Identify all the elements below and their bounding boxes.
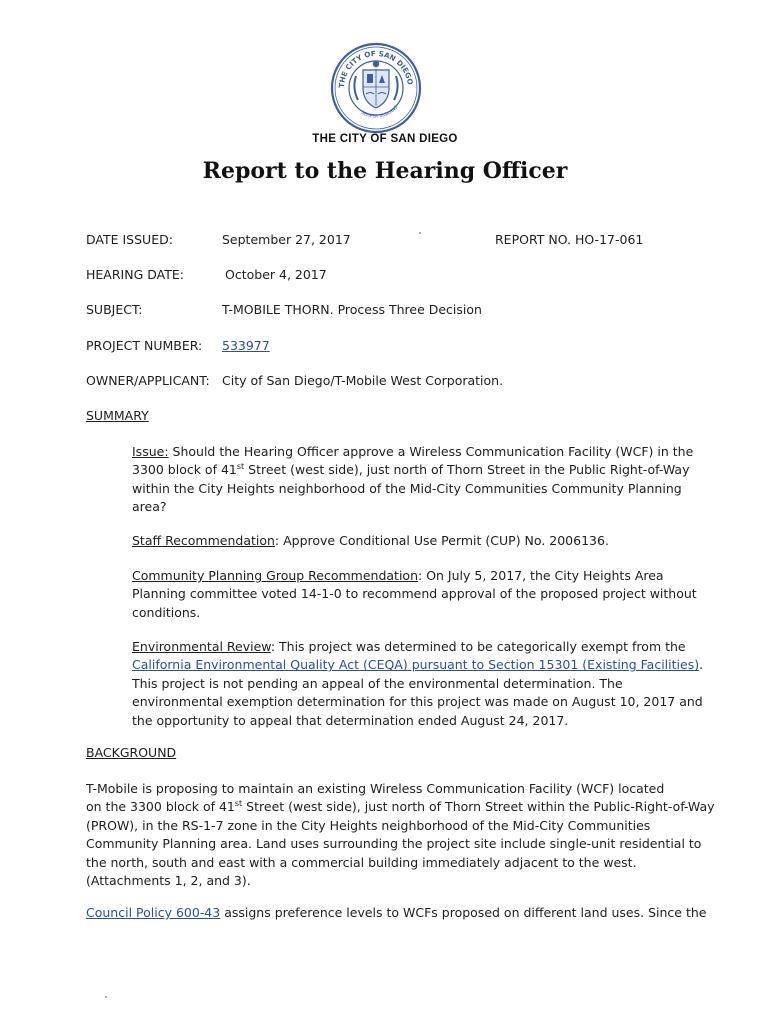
council-policy-paragraph: Council Policy 600-43 assigns preference levels to WCFs proposed on different land uses. Since the: [86, 905, 707, 920]
environmental-review-paragraph: Environmental Review: This project was determined to be categorically exempt from the California Environmental Quality Act (CEQA) pursuant to Section 15301 (Existing Facilities). This project is not pending an appeal of the environmental determination. The environmental exemption determination for this project was made on August 10, 2017 and the opportunity to appeal that determination ended August 24, 2017.: [132, 639, 704, 728]
city-name: THE CITY OF SAN DIEGO: [312, 133, 458, 145]
report-number: REPORT NO. HO-17-061: [495, 232, 644, 247]
council-policy-link[interactable]: Council Policy 600-43: [86, 905, 221, 920]
summary-heading: SUMMARY: [86, 408, 149, 423]
city-seal: [330, 42, 422, 134]
svg-text:THE CITY OF SAN DIEGO · STATE: THE CITY OF SAN DIEGO: [336, 48, 415, 89]
subject-value: T-MOBILE THORN. Process Three Decision: [222, 302, 482, 317]
background-paragraph: T-Mobile is proposing to maintain an existing Wireless Communication Facility (WCF) located on the 3300 block of 41st Street (west side), just north of Thorn Street within the Public-Right-of-Way (PROW), in the RS-1-7 zone in the City Heights neighborhood of the Mid-City Communities Community Planning area. Land uses surrounding the project site include single-unit residential to the north, south and east with a commercial building immediately adjacent to the west. (Attachments 1, 2, and 3).: [86, 781, 715, 889]
date-issued-value: September 27, 2017: [222, 232, 351, 247]
issue-label: Issue:: [132, 444, 169, 459]
cpg-recommendation-label: Community Planning Group Recommendation: [132, 568, 419, 583]
scan-speck: [105, 996, 107, 998]
page-title: Report to the Hearing Officer: [202, 158, 568, 184]
scan-speck: [419, 232, 421, 234]
background-heading: BACKGROUND: [86, 745, 177, 760]
environmental-review-label: Environmental Review: [132, 639, 271, 654]
staff-recommendation-label: Staff Recommendation: [132, 533, 275, 548]
project-number-label: PROJECT NUMBER:: [86, 338, 203, 353]
owner-label: OWNER/APPLICANT:: [86, 373, 210, 388]
cpg-recommendation-paragraph: Community Planning Group Recommendation: On July 5, 2017, the City Heights Area Planning committee voted 14-1-0 to recommend approval of the proposed project without conditions.: [132, 568, 697, 620]
hearing-date-value: October 4, 2017: [225, 267, 327, 282]
svg-text:SEMPER VIGILANS: SEMPER VIGILANS: [359, 105, 400, 120]
ceqa-link[interactable]: California Environmental Quality Act (CEQA) pursuant to Section 15301 (Existing Facilities): [132, 657, 700, 673]
hearing-date-label: HEARING DATE:: [86, 267, 184, 282]
issue-paragraph: Issue: Should the Hearing Officer approve a Wireless Communication Facility (WCF) in the 3300 block of 41st Street (west side), just north of Thorn Street in the Public Right-of-Way within the City Heights neighborhood of the Mid-City Communities Community Planning area?: [132, 444, 694, 515]
date-issued-label: DATE ISSUED:: [86, 232, 173, 247]
owner-value: City of San Diego/T-Mobile West Corporation.: [222, 373, 504, 388]
staff-recommendation-paragraph: Staff Recommendation: Approve Conditional Use Permit (CUP) No. 2006136.: [132, 533, 609, 548]
project-number-link[interactable]: 533977: [222, 338, 270, 353]
subject-label: SUBJECT:: [86, 302, 143, 317]
